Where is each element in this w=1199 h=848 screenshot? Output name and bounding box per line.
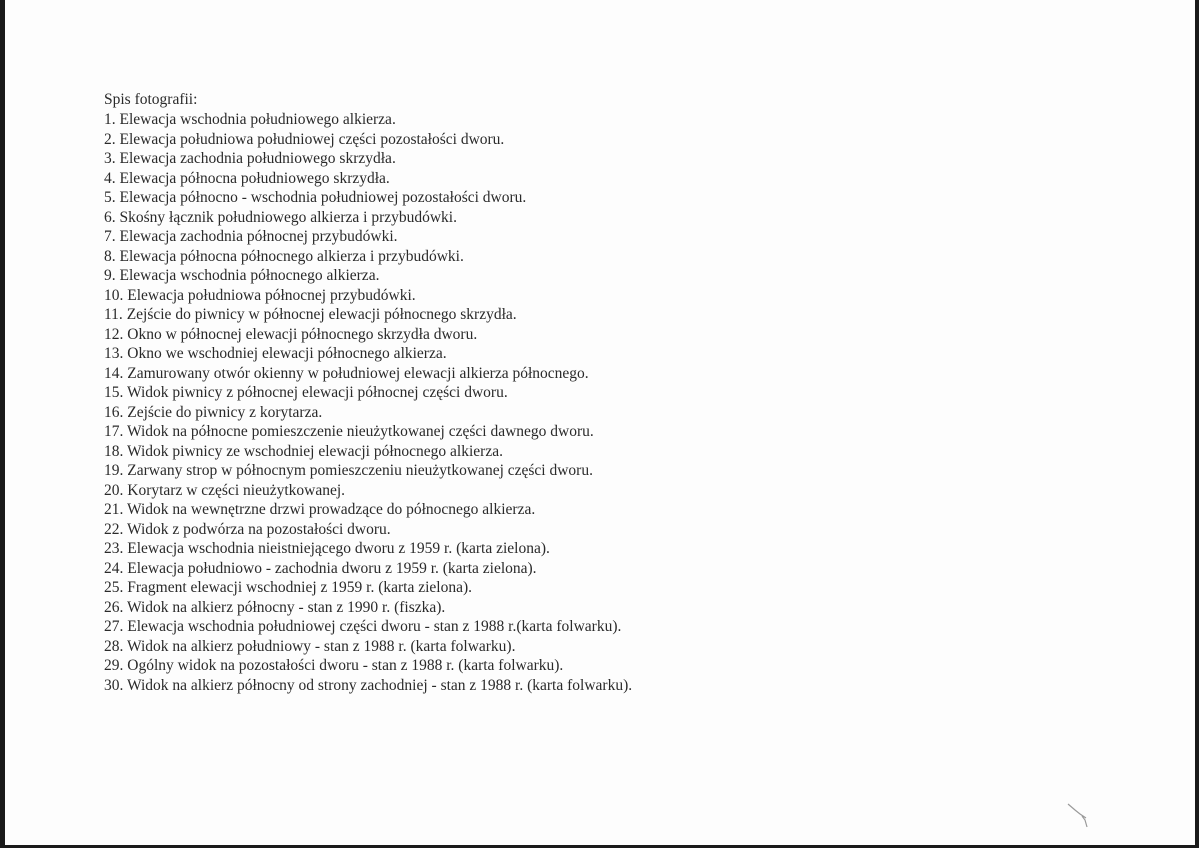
list-item [104,286,1104,306]
item-number: 7. [104,228,116,245]
pen-mark-icon [1066,800,1090,830]
item-text: Zejście do piwnicy z korytarza. [127,403,323,421]
list-item [104,383,1104,403]
photo-list [104,110,1104,695]
item-text: Widok na wewnętrzne drzwi prowadzące do północnego alkierza. [126,501,536,518]
item-number: 13. [104,345,124,362]
list-item [104,208,1104,228]
item-text: Zejście do piwnicy w północnej elewacji północnego skrzydła. [126,306,517,323]
item-text: Widok na północne pomieszczenie nieużytkowanej części dawnego dworu. [126,423,594,440]
item-number: 10. [104,286,124,304]
scan-border-left [0,0,5,848]
item-number: 17. [104,423,124,440]
item-text: Ogólny widok na pozostałości dworu - stan z 1988 r. (karta folwarku). [127,657,564,674]
item-text: Widok z podwórza na pozostałości dworu. [126,520,391,538]
list-item [104,442,1104,462]
item-number: 20. [104,481,124,499]
item-number: 1. [104,111,116,128]
list-item [104,305,1104,325]
list-item [104,188,1104,208]
item-number: 28. [104,637,124,655]
item-text: Elewacja wschodnia południowego alkierza. [119,111,396,128]
item-number: 24. [104,559,124,577]
item-number: 26. [104,598,124,616]
item-text: Elewacja zachodnia północnej przybudówki. [119,228,398,245]
item-number: 29. [104,657,124,674]
list-item [104,520,1104,540]
item-number: 6. [104,208,116,226]
item-text: Fragment elewacji wschodniej z 1959 r. (karta zielona). [127,579,472,596]
item-text: Zamurowany otwór okienny w południowej elewacji alkierza północnego. [127,364,589,382]
item-number: 30. [104,676,124,694]
item-number: 18. [104,442,124,460]
item-text: Widok na alkierz północny - stan z 1990 r. (fiszka). [126,598,446,616]
list-item [104,422,1104,442]
item-text: Elewacja południowo - zachodnia dworu z 1959 r. (karta zielona). [127,559,537,577]
item-text: Elewacja południowa południowej części pozostałości dworu. [119,130,505,148]
item-text: Widok na alkierz północny od strony zachodniej - stan z 1988 r. (karta folwarku). [126,676,633,694]
item-text: Elewacja zachodnia południowego skrzydła. [119,150,396,167]
item-number: 5. [104,189,116,206]
item-text: Widok piwnicy ze wschodniej elewacji północnego alkierza. [126,442,503,460]
list-heading: Spis fotografii: [104,91,198,108]
list-item [104,364,1104,384]
list-item [104,676,1104,696]
list-item [104,578,1104,598]
item-number: 14. [104,364,124,382]
item-text: Elewacja wschodnia południowej części dworu - stan z 1988 r.(karta folwarku). [127,618,622,635]
item-text: Elewacja wschodnia nieistniejącego dworu z 1959 r. (karta zielona). [127,540,550,557]
list-item [104,559,1104,579]
list-item [104,247,1104,267]
item-number: 12. [104,325,124,343]
item-number: 27. [104,618,124,635]
list-item [104,149,1104,169]
list-item [104,325,1104,345]
item-text: Elewacja północno - wschodnia południowej pozostałości dworu. [119,189,527,206]
item-text: Skośny łącznik południowego alkierza i przybudówki. [119,208,457,226]
list-item [104,344,1104,364]
item-text: Widok piwnicy z północnej elewacji północnej części dworu. [126,384,508,401]
item-number: 2. [104,130,116,148]
item-number: 9. [104,267,116,284]
item-number: 23. [104,540,124,557]
item-text: Korytarz w części nieużytkowanej. [127,481,346,499]
item-number: 16. [104,403,124,421]
item-text: Elewacja północna południowego skrzydła. [119,169,390,187]
item-number: 11. [104,306,123,323]
list-item [104,130,1104,150]
item-number: 19. [104,462,124,479]
list-item [104,266,1104,286]
list-item [104,481,1104,501]
scan-border-right [1195,0,1199,848]
list-item [104,461,1104,481]
document-body [104,90,1104,695]
item-text: Widok na alkierz południowy - stan z 1988 r. (karta folwarku). [126,637,516,655]
item-text: Elewacja wschodnia północnego alkierza. [119,267,380,284]
list-item [104,539,1104,559]
list-item [104,598,1104,618]
item-text: Okno we wschodniej elewacji północnego alkierza. [127,345,447,362]
list-item [104,227,1104,247]
item-number: 21. [104,501,124,518]
list-item [104,617,1104,637]
item-number: 22. [104,520,124,538]
item-text: Elewacja południowa północnej przybudówki. [127,286,416,304]
item-number: 25. [104,579,124,596]
list-item [104,169,1104,189]
item-text: Okno w północnej elewacji północnego skrzydła dworu. [127,325,478,343]
item-text: Zarwany strop w północnym pomieszczeniu nieużytkowanej części dworu. [127,462,593,479]
list-item [104,500,1104,520]
list-item [104,656,1104,676]
item-number: 15. [104,384,124,401]
list-item [104,110,1104,130]
item-number: 3. [104,150,116,167]
item-number: 4. [104,169,116,187]
item-text: Elewacja północna północnego alkierza i przybudówki. [119,247,464,265]
list-item [104,403,1104,423]
item-number: 8. [104,247,116,265]
list-item [104,637,1104,657]
